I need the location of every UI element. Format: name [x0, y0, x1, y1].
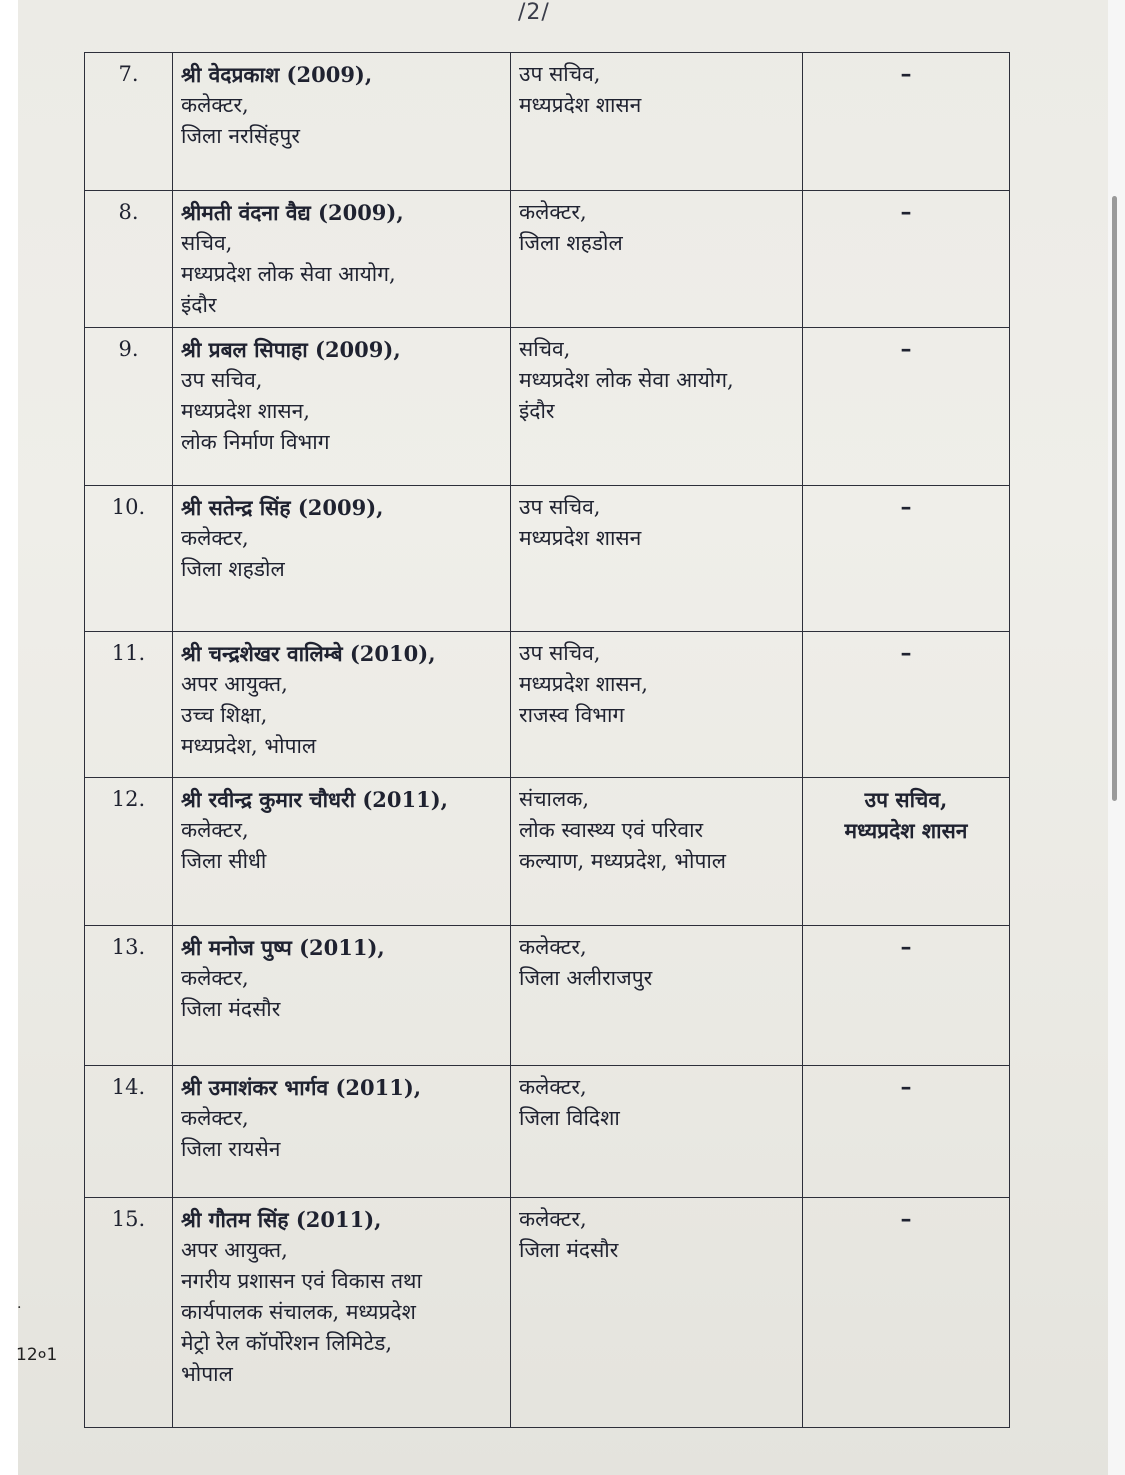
dash-mark: –: [900, 1206, 912, 1232]
current-posting-line: अपर आयुक्त,: [181, 672, 288, 696]
current-posting-line: जिला शहडोल: [181, 557, 285, 581]
new-posting-cell: [511, 53, 803, 191]
current-posting-line: कलेक्टर,: [181, 818, 249, 842]
officer-current-posting-cell: [173, 486, 511, 632]
table-row: [85, 632, 1010, 778]
table-row: [85, 926, 1010, 1066]
new-posting-line: उप सचिव,: [519, 495, 601, 519]
additional-charge-cell: [803, 1066, 1010, 1198]
current-posting-line: मध्यप्रदेश, भोपाल: [181, 734, 317, 758]
table-row: [85, 191, 1010, 328]
row-number: 9.: [85, 328, 173, 486]
officer-name: श्री मनोज पुष्प (2011),: [181, 935, 385, 960]
current-posting-line: कार्यपालक संचालक, मध्यप्रदेश: [181, 1300, 416, 1324]
dash-mark: –: [900, 336, 912, 362]
viewer-right-edge: [1108, 0, 1125, 1475]
new-posting-line: जिला विदिशा: [519, 1106, 620, 1130]
new-posting-line: जिला मंदसौर: [519, 1238, 619, 1262]
new-posting-line: कल्याण, मध्यप्रदेश, भोपाल: [519, 849, 727, 873]
additional-charge-cell: [803, 778, 1010, 926]
row-number: 13.: [85, 926, 173, 1066]
table-row: [85, 1198, 1010, 1428]
row-number: 12.: [85, 778, 173, 926]
current-posting-line: मध्यप्रदेश लोक सेवा आयोग,: [181, 262, 396, 286]
additional-charge-line: मध्यप्रदेश शासन: [844, 818, 968, 843]
officer-name: श्री चन्द्रशेखर वालिम्बे (2010),: [181, 641, 436, 666]
new-posting-cell: [511, 926, 803, 1066]
officer-name: श्रीमती वंदना वैद्य (2009),: [181, 200, 404, 225]
current-posting-line: कलेक्टर,: [181, 526, 249, 550]
officer-name: श्री वेदप्रकाश (2009),: [181, 62, 373, 87]
new-posting-line: जिला शहडोल: [519, 231, 623, 255]
dash-mark: –: [900, 494, 912, 520]
current-posting-line: लोक निर्माण विभाग: [181, 430, 330, 454]
new-posting-line: मध्यप्रदेश शासन,: [519, 672, 648, 696]
current-posting-line: जिला रायसेन: [181, 1137, 281, 1161]
margin-tick-mark: .: [17, 1296, 22, 1312]
vertical-scrollbar[interactable]: [1112, 196, 1117, 801]
current-posting-line: अपर आयुक्त,: [181, 1238, 288, 1262]
row-number: 7.: [85, 53, 173, 191]
current-posting-line: जिला सीधी: [181, 849, 267, 873]
left-margin-strip: [0, 0, 18, 1475]
new-posting-line: कलेक्टर,: [519, 1075, 587, 1099]
officer-current-posting-cell: [173, 632, 511, 778]
new-posting-line: कलेक्टर,: [519, 1207, 587, 1231]
dash-mark: –: [900, 934, 912, 960]
table-row: [85, 53, 1010, 191]
new-posting-line: मध्यप्रदेश लोक सेवा आयोग,: [519, 368, 734, 392]
additional-charge-cell: [803, 328, 1010, 486]
officer-current-posting-cell: [173, 1198, 511, 1428]
new-posting-line: राजस्व विभाग: [519, 703, 625, 727]
current-posting-line: कलेक्टर,: [181, 1106, 249, 1130]
officer-current-posting-cell: [173, 1066, 511, 1198]
additional-charge-cell: [803, 632, 1010, 778]
dash-mark: –: [900, 1074, 912, 1100]
table-row: [85, 486, 1010, 632]
dash-mark: –: [900, 199, 912, 225]
current-posting-line: जिला मंदसौर: [181, 997, 281, 1021]
table-body: [85, 53, 1010, 1428]
new-posting-line: कलेक्टर,: [519, 200, 587, 224]
new-posting-cell: [511, 1066, 803, 1198]
new-posting-line: संचालक,: [519, 787, 590, 811]
table-row: [85, 328, 1010, 486]
margin-note: 12०1: [16, 1345, 58, 1365]
new-posting-cell: [511, 191, 803, 328]
current-posting-line: उच्च शिक्षा,: [181, 703, 268, 727]
officer-current-posting-cell: [173, 926, 511, 1066]
officer-name: श्री रवीन्द्र कुमार चौधरी (2011),: [181, 787, 448, 812]
row-number: 8.: [85, 191, 173, 328]
current-posting-line: जिला नरसिंहपुर: [181, 124, 300, 148]
current-posting-line: भोपाल: [181, 1362, 233, 1386]
additional-charge-line: उप सचिव,: [864, 787, 948, 812]
new-posting-line: मध्यप्रदेश शासन: [519, 93, 642, 117]
row-number: 10.: [85, 486, 173, 632]
current-posting-line: इंदौर: [181, 293, 217, 317]
current-posting-line: नगरीय प्रशासन एवं विकास तथा: [181, 1269, 422, 1293]
page-number: /2/: [518, 0, 550, 25]
new-posting-line: मध्यप्रदेश शासन: [519, 526, 642, 550]
current-posting-line: कलेक्टर,: [181, 966, 249, 990]
new-posting-line: जिला अलीराजपुर: [519, 966, 653, 990]
row-number: 14.: [85, 1066, 173, 1198]
current-posting-line: उप सचिव,: [181, 368, 263, 392]
row-number: 11.: [85, 632, 173, 778]
officer-name: श्री सतेन्द्र सिंह (2009),: [181, 495, 384, 520]
officer-current-posting-cell: [173, 328, 511, 486]
transfer-order-table: [84, 52, 1010, 1428]
officer-name: श्री प्रबल सिपाहा (2009),: [181, 337, 401, 362]
dash-mark: –: [900, 640, 912, 666]
officer-current-posting-cell: [173, 53, 511, 191]
new-posting-line: कलेक्टर,: [519, 935, 587, 959]
additional-charge-cell: [803, 926, 1010, 1066]
new-posting-line: उप सचिव,: [519, 641, 601, 665]
row-number: 15.: [85, 1198, 173, 1428]
officer-name: श्री गौतम सिंह (2011),: [181, 1207, 382, 1232]
additional-charge-cell: [803, 486, 1010, 632]
new-posting-line: लोक स्वास्थ्य एवं परिवार: [519, 818, 704, 842]
officer-current-posting-cell: [173, 191, 511, 328]
new-posting-cell: [511, 1198, 803, 1428]
new-posting-line: सचिव,: [519, 337, 571, 361]
current-posting-line: मध्यप्रदेश शासन,: [181, 399, 310, 423]
officer-name: श्री उमाशंकर भार्गव (2011),: [181, 1075, 422, 1100]
table-row: [85, 1066, 1010, 1198]
current-posting-line: सचिव,: [181, 231, 233, 255]
new-posting-cell: [511, 632, 803, 778]
additional-charge-cell: [803, 53, 1010, 191]
table-row: [85, 778, 1010, 926]
current-posting-line: मेट्रो रेल कॉर्पोरेशन लिमिटेड,: [181, 1331, 393, 1355]
new-posting-line: इंदौर: [519, 399, 555, 423]
additional-charge-cell: [803, 191, 1010, 328]
new-posting-cell: [511, 778, 803, 926]
dash-mark: –: [900, 61, 912, 87]
current-posting-line: कलेक्टर,: [181, 93, 249, 117]
new-posting-cell: [511, 486, 803, 632]
new-posting-line: उप सचिव,: [519, 62, 601, 86]
additional-charge-cell: [803, 1198, 1010, 1428]
new-posting-cell: [511, 328, 803, 486]
officer-current-posting-cell: [173, 778, 511, 926]
